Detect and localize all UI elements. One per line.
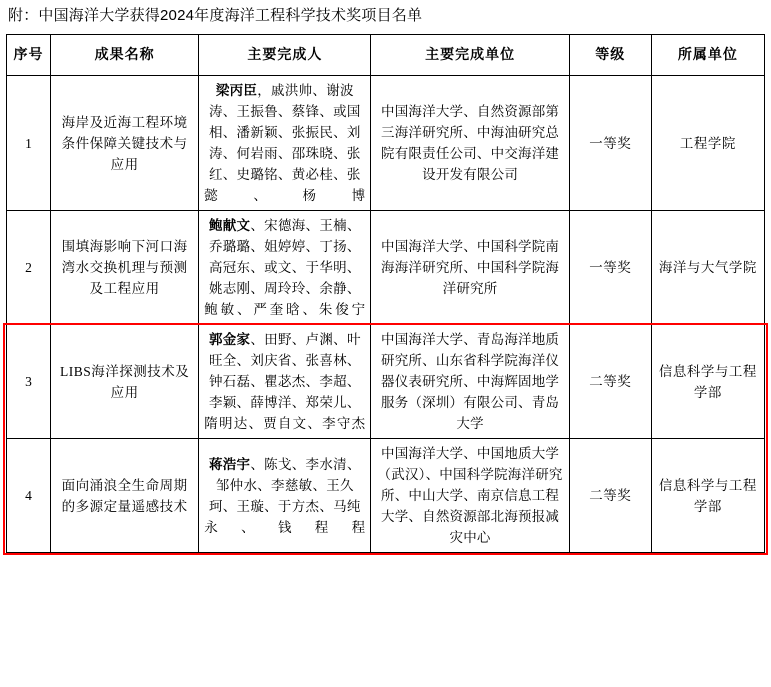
cell-people [199,211,371,325]
cell-name: 围填海影响下河口海湾水交换机理与预测及工程应用 [51,211,199,325]
column-header-level: 等级 [569,35,651,76]
cell-org: 中国海洋大学、中国科学院南海海洋研究所、中国科学院海洋研究所 [371,211,569,325]
cell-people [199,325,371,439]
column-header-people: 主要完成人 [199,35,371,76]
cell-org: 中国海洋大学、自然资源部第三海洋研究所、中海油研究总院有限责任公司、中交海洋建设开发有限公司 [371,76,569,211]
cell-belong: 海洋与大气学院 [651,211,764,325]
table-row [7,76,765,211]
cell-name: 面向涌浪全生命周期的多源定量遥感技术 [51,439,199,553]
award-list-table [6,34,765,553]
lead-author: 梁丙臣 [215,83,258,98]
cell-people [199,439,371,553]
cell-belong: 工程学院 [651,76,764,211]
cell-org: 中国海洋大学、青岛海洋地质研究所、山东省科学院海洋仪器仪表研究所、中海辉固地学服务（深圳）有限公司、青岛大学 [371,325,569,439]
cell-belong: 信息科学与工程学部 [651,325,764,439]
column-header-seq: 序号 [7,35,51,76]
lead-author: 鲍献文 [208,218,251,233]
cell-seq: 4 [7,439,51,553]
cell-level: 一等奖 [569,211,651,325]
other-authors: 、宋德海、王楠、乔璐璐、姐婷婷、丁扬、高冠东、或文、于华明、姚志刚、周玲玲、余静、鲍敏、严奎晗、朱俊宁 [204,218,366,317]
cell-level: 二等奖 [569,439,651,553]
cell-org: 中国海洋大学、中国地质大学（武汉）、中国科学院海洋研究所、中山大学、南京信息工程大学、自然资源部北海预报减灾中心 [371,439,569,553]
cell-seq: 3 [7,325,51,439]
cell-level: 二等奖 [569,325,651,439]
cell-belong: 信息科学与工程学部 [651,439,764,553]
cell-people [199,76,371,211]
other-authors: 、陈戈、李水清、邹仲水、李慈敏、王久珂、王璇、于方杰、马纯永、钱程程 [204,456,366,535]
other-authors: ，戚洪帅、谢波涛、王振鲁、蔡锋、或国相、潘新颖、张振民、刘涛、何岩雨、邵珠晓、张红、史璐铭、黄必桂、张懿、杨博 [204,83,366,203]
column-header-name: 成果名称 [51,35,199,76]
cell-name: LIBS海洋探测技术及应用 [51,325,199,439]
table-row [7,325,765,439]
table-row [7,211,765,325]
column-header-belong: 所属单位 [651,35,764,76]
lead-author: 蒋浩宇 [208,456,251,472]
table-header-row [7,35,765,76]
cell-seq: 1 [7,76,51,211]
lead-author: 郭金家 [208,332,251,347]
page-title: 附：中国海洋大学获得2024年度海洋工程科学技术奖项目名单 [8,7,423,24]
cell-seq: 2 [7,211,51,325]
cell-name: 海岸及近海工程环境条件保障关键技术与应用 [51,76,199,211]
column-header-org: 主要完成单位 [371,35,569,76]
table-row [7,439,765,553]
cell-level: 一等奖 [569,76,651,211]
other-authors: 、田野、卢渊、叶旺全、刘庆省、张喜林、钟石磊、瞿苾杰、李超、李颖、薛博洋、郑荣儿、隋明达、贾自文、李守杰 [204,332,366,431]
